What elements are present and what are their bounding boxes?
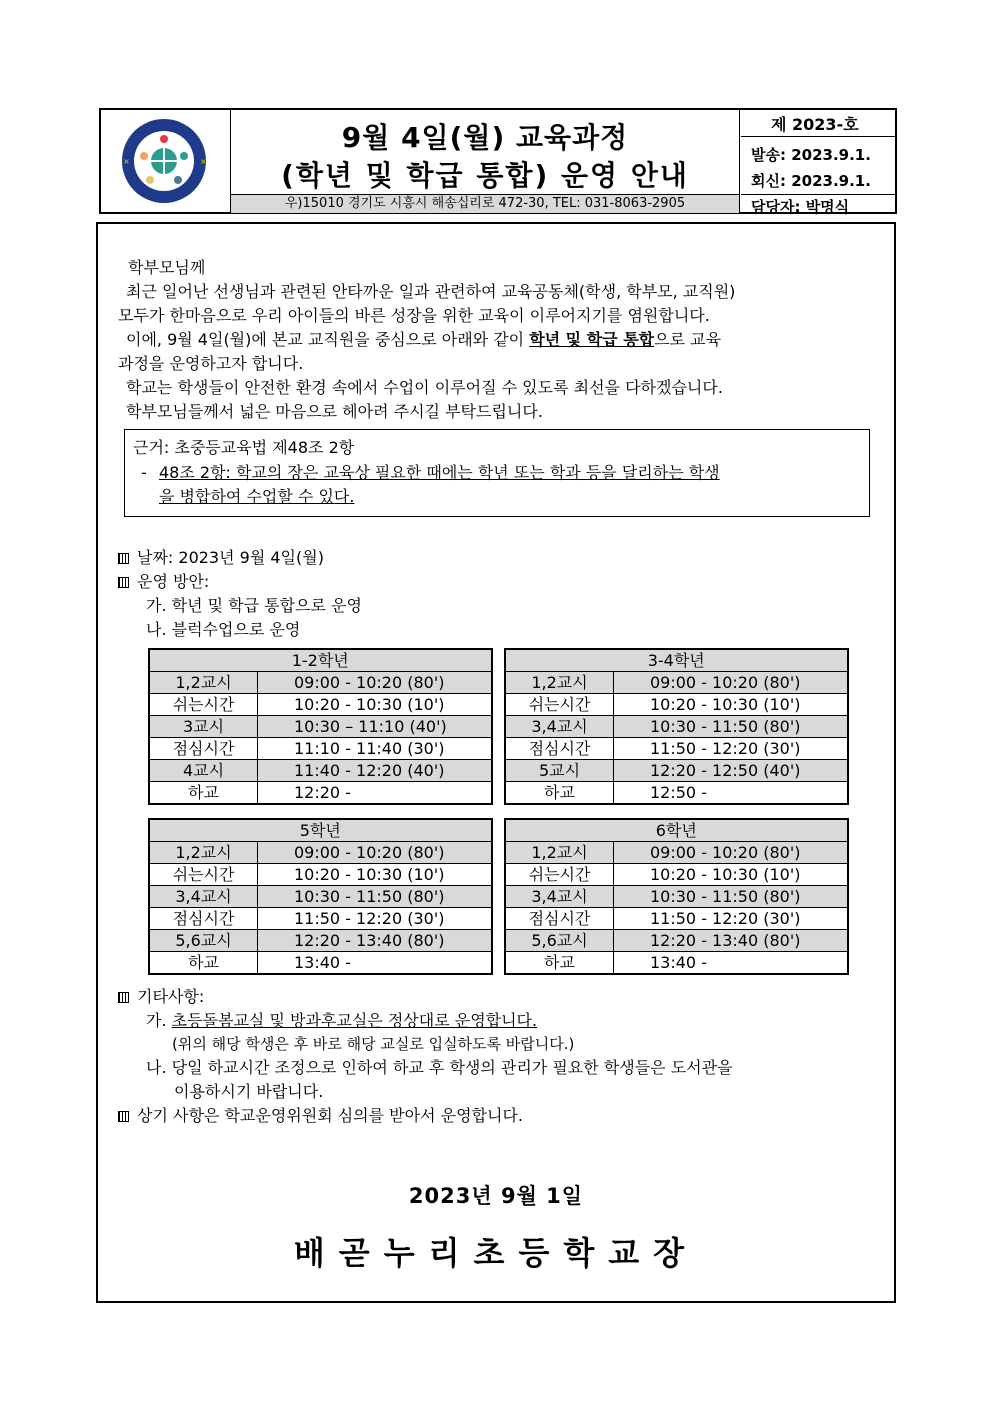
table-row (149, 886, 492, 908)
bullet-square-icon (118, 553, 129, 564)
divider (741, 194, 895, 195)
item-final: 상기 사항은 학교운영위원회 심의를 받아서 운영합니다. (118, 1106, 523, 1126)
period-cell: 5,6교시 (505, 930, 614, 952)
intro-line: 과정을 운영하고자 합니다. (118, 354, 304, 373)
table-row (505, 694, 848, 716)
period-cell: 하교 (505, 782, 614, 805)
time-cell: 12:20 - 13:40 (80') (614, 930, 848, 952)
etc-b: 이용하시기 바랍니다. (174, 1082, 324, 1101)
table-row (505, 952, 848, 975)
document-number: 제 2023-호 (771, 115, 859, 134)
period-cell: 쉬는시간 (149, 694, 258, 716)
time-cell: 09:00 - 10:20 (80') (614, 842, 848, 864)
table-row (505, 864, 848, 886)
period-cell: 3,4교시 (505, 886, 614, 908)
table-row (505, 908, 848, 930)
period-cell: 3교시 (149, 716, 258, 738)
bullet-square-icon (118, 992, 129, 1003)
table-header-row (505, 649, 848, 672)
time-cell: 11:10 - 11:40 (30') (258, 738, 492, 760)
period-cell: 1,2교시 (505, 842, 614, 864)
method-a: 가. 학년 및 학급 통합으로 운영 (146, 596, 362, 615)
svg-text:×: × (123, 157, 130, 166)
time-cell: 09:00 - 10:20 (80') (258, 842, 492, 864)
school-address: 우)15010 경기도 시흥시 해송십리로 472-30, TEL: 031-8063-2905 (231, 194, 740, 213)
manager: 담당자: 박명식 (751, 198, 850, 216)
intro-line: 이에, 9월 4일(월)에 본교 교직원을 중심으로 아래와 같이 학년 및 학급 통합으로 교육 (126, 330, 722, 349)
time-cell: 09:00 - 10:20 (80') (258, 672, 492, 694)
item-etc: 기타사항: (118, 987, 204, 1007)
table-row (149, 760, 492, 782)
period-cell: 1,2교시 (149, 842, 258, 864)
time-cell: 10:30 - 11:50 (80') (614, 886, 848, 908)
schedule-table-grade-5 (148, 818, 493, 975)
grade-title: 6학년 (505, 819, 848, 842)
page-subtitle: (학년 및 학급 통합) 운영 안내 (281, 159, 689, 192)
table-row (505, 930, 848, 952)
reply-date: 회신: 2023.9.1. (751, 172, 871, 190)
table-row (505, 886, 848, 908)
bullet-square-icon (118, 577, 129, 588)
time-cell: 09:00 - 10:20 (80') (614, 672, 848, 694)
time-cell: 12:50 - (614, 782, 848, 805)
time-cell: 10:30 - 11:50 (80') (614, 716, 848, 738)
time-cell: 13:40 - (614, 952, 848, 975)
bullet-square-icon (118, 1111, 129, 1122)
period-cell: 1,2교시 (149, 672, 258, 694)
period-cell: 점심시간 (505, 738, 614, 760)
svg-text:×: × (200, 157, 207, 166)
letter-body (96, 222, 896, 1303)
intro-line: 모두가 한마음으로 우리 아이들의 바른 성장을 위한 교육이 이루어지기를 염원합니다. (118, 306, 710, 325)
basis-dash: - (141, 463, 147, 482)
time-cell: 11:50 - 12:20 (30') (614, 908, 848, 930)
period-cell: 점심시간 (149, 908, 258, 930)
table-row (505, 842, 848, 864)
time-cell: 13:40 - (258, 952, 492, 975)
table-row (149, 738, 492, 760)
table-row (149, 672, 492, 694)
table-row (149, 908, 492, 930)
table-header-row (505, 819, 848, 842)
greeting: 학부모님께 (128, 258, 206, 277)
intro-line: 최근 일어난 선생님과 관련된 안타까운 일과 관련하여 교육공동체(학생, 학부모, 교직원) (126, 282, 736, 301)
table-row (505, 738, 848, 760)
period-cell: 하교 (149, 782, 258, 805)
period-cell: 5,6교시 (149, 930, 258, 952)
table-row (149, 694, 492, 716)
grade-title: 1-2학년 (149, 649, 492, 672)
etc-a: 가. 초등돌봄교실 및 방과후교실은 정상대로 운영합니다. (146, 1011, 538, 1030)
time-cell: 12:20 - 13:40 (80') (258, 930, 492, 952)
document-info (741, 110, 895, 216)
highlight-text: 학년 및 학급 통합 (529, 330, 655, 349)
table-row (149, 930, 492, 952)
table-row (149, 864, 492, 886)
time-cell: 11:50 - 12:20 (30') (258, 908, 492, 930)
item-date: 날짜: 2023년 9월 4일(월) (118, 548, 324, 568)
time-cell: 10:20 - 10:30 (10') (614, 694, 848, 716)
etc-b: 나. 당일 하교시간 조정으로 인하여 하교 후 학생의 관리가 필요한 학생들은 도서관을 (146, 1058, 733, 1077)
intro-line: 학부모님들께서 넓은 마음으로 헤아려 주시길 부탁드립니다. (126, 402, 543, 421)
schedule-table-grade-3-4 (504, 648, 849, 805)
time-cell: 12:20 - 12:50 (40') (614, 760, 848, 782)
basis-text: 을 병합하여 수업할 수 있다. (159, 487, 355, 506)
table-row (149, 952, 492, 975)
divider (741, 136, 895, 137)
logo-cell (101, 110, 231, 212)
basis-title: 근거: 초중등교육법 제48조 2항 (133, 438, 355, 457)
principal-signature: 배곧누리초등학교장 (293, 1234, 699, 1272)
etc-a-note: (위의 해당 학생은 후 바로 해당 교실로 입실하도록 바랍니다.) (172, 1035, 575, 1053)
period-cell: 4교시 (149, 760, 258, 782)
period-cell: 쉬는시간 (149, 864, 258, 886)
table-row (505, 672, 848, 694)
school-logo (115, 118, 213, 204)
time-cell: 10:30 – 11:10 (40') (258, 716, 492, 738)
table-row (149, 842, 492, 864)
time-cell: 10:20 - 10:30 (10') (614, 864, 848, 886)
period-cell: 3,4교시 (505, 716, 614, 738)
table-row (149, 782, 492, 805)
time-cell: 12:20 - (258, 782, 492, 805)
table-header-row (149, 819, 492, 842)
table-row (505, 716, 848, 738)
sent-date: 발송: 2023.9.1. (751, 146, 871, 164)
time-cell: 10:20 - 10:30 (10') (258, 864, 492, 886)
basis-text: 48조 2항: 학교의 장은 교육상 필요한 때에는 학년 또는 학과 등을 달리하는 학생 (159, 463, 720, 482)
period-cell: 쉬는시간 (505, 864, 614, 886)
table-row (149, 716, 492, 738)
grade-title: 3-4학년 (505, 649, 848, 672)
time-cell: 11:40 - 12:20 (40') (258, 760, 492, 782)
period-cell: 점심시간 (149, 738, 258, 760)
document-header (99, 108, 897, 214)
period-cell: 5교시 (505, 760, 614, 782)
period-cell: 쉬는시간 (505, 694, 614, 716)
time-cell: 11:50 - 12:20 (30') (614, 738, 848, 760)
method-b: 나. 블럭수업으로 운영 (146, 620, 301, 639)
schedule-table-grade-1-2 (148, 648, 493, 805)
time-cell: 10:20 - 10:30 (10') (258, 694, 492, 716)
intro-line: 학교는 학생들이 안전한 환경 속에서 수업이 이루어질 수 있도록 최선을 다하겠습니다. (126, 378, 723, 397)
grade-title: 5학년 (149, 819, 492, 842)
legal-basis-box (124, 429, 870, 517)
time-cell: 10:30 - 11:50 (80') (258, 886, 492, 908)
period-cell: 1,2교시 (505, 672, 614, 694)
title-cell (231, 110, 740, 194)
table-row (505, 782, 848, 805)
period-cell: 점심시간 (505, 908, 614, 930)
period-cell: 하교 (149, 952, 258, 975)
table-header-row (149, 649, 492, 672)
page-title: 9월 4일(월) 교육과정 (341, 121, 629, 154)
table-row (505, 760, 848, 782)
item-method: 운영 방안: (118, 572, 209, 592)
period-cell: 하교 (505, 952, 614, 975)
issue-date: 2023년 9월 1일 (408, 1184, 584, 1208)
schedule-table-grade-6 (504, 818, 849, 975)
period-cell: 3,4교시 (149, 886, 258, 908)
